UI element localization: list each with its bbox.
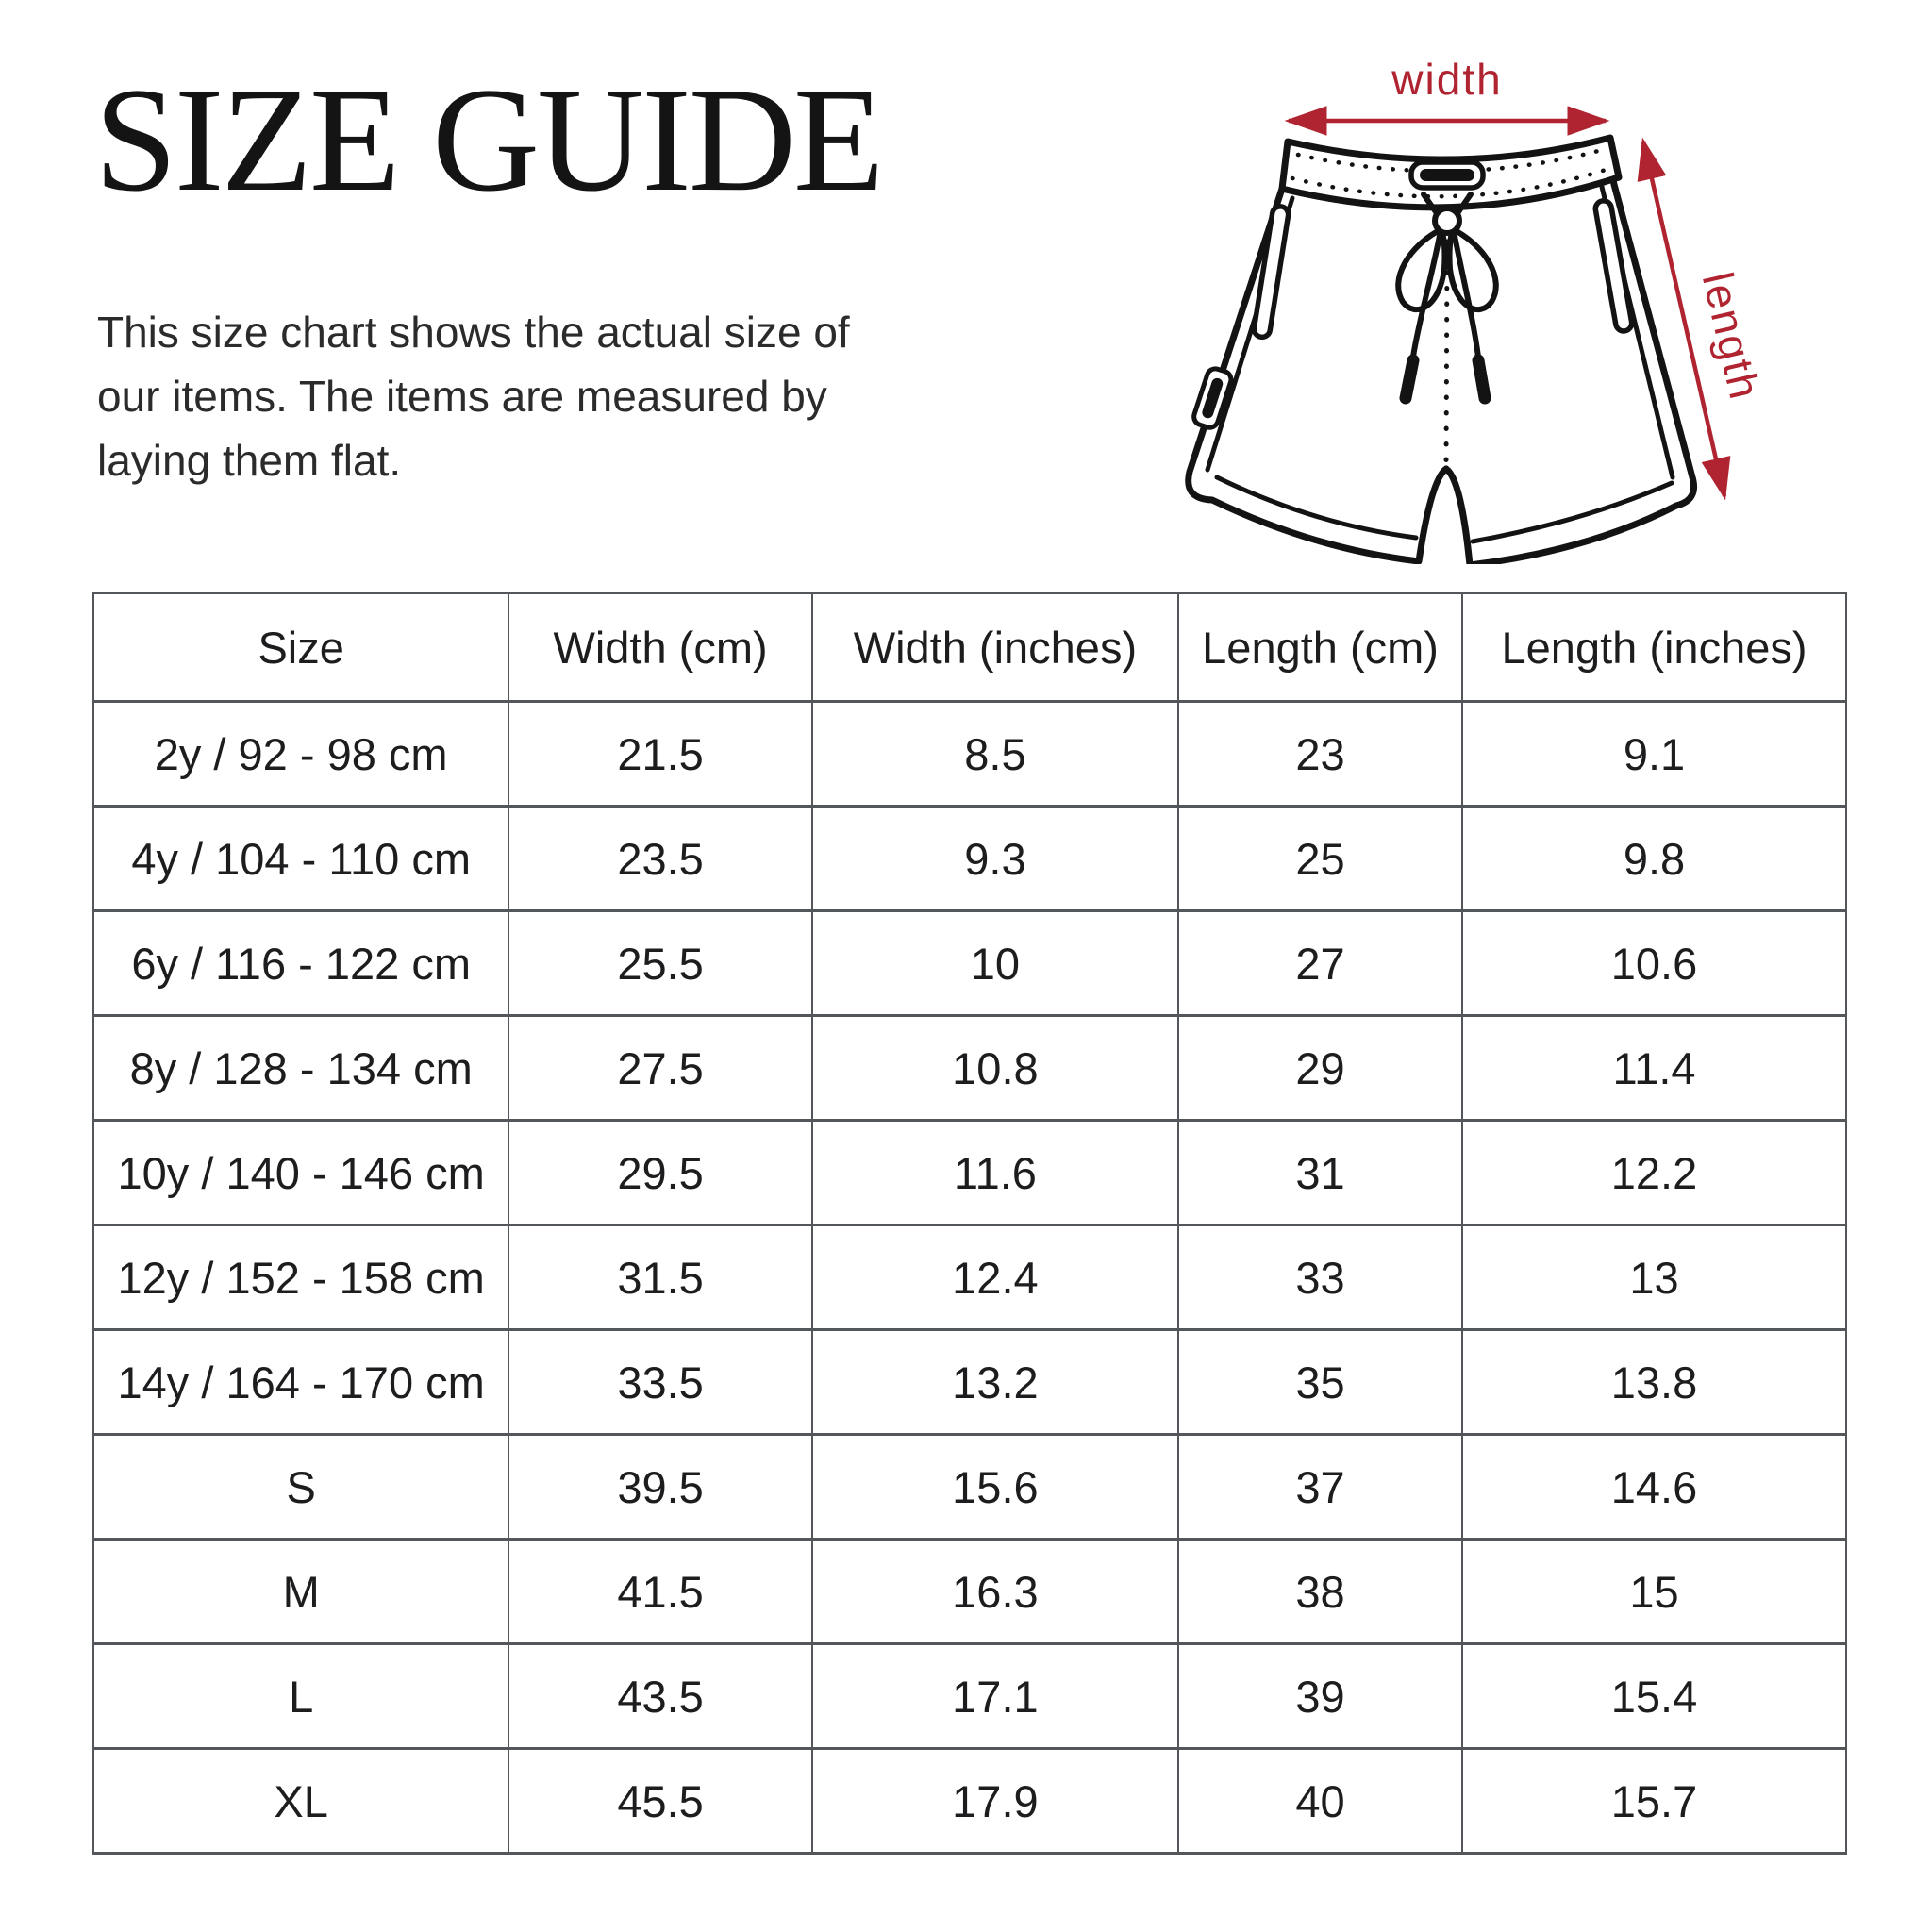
table-cell-length-inches: 11.4	[1462, 1016, 1846, 1121]
table-cell-size: 4y / 104 - 110 cm	[93, 807, 508, 911]
table-row	[93, 1540, 1846, 1644]
table-row	[93, 702, 1846, 807]
table-cell-width-inches: 17.9	[812, 1749, 1178, 1854]
table-cell-width-inches: 12.4	[812, 1225, 1178, 1330]
table-cell-length-cm: 23	[1178, 702, 1462, 807]
table-cell-size: 6y / 116 - 122 cm	[93, 911, 508, 1016]
table-cell-width-cm: 23.5	[508, 807, 811, 911]
table-cell-length-cm: 39	[1178, 1644, 1462, 1749]
table-cell-width-inches: 11.6	[812, 1121, 1178, 1225]
table-cell-length-cm: 25	[1178, 807, 1462, 911]
table-cell-length-cm: 40	[1178, 1749, 1462, 1854]
table-cell-size: 10y / 140 - 146 cm	[93, 1121, 508, 1225]
table-row	[93, 807, 1846, 911]
table-cell-length-inches: 9.1	[1462, 702, 1846, 807]
page-description: This size chart shows the actual size of our items. The items are measured by laying them flat.	[97, 308, 850, 485]
table-cell-length-inches: 9.8	[1462, 807, 1846, 911]
table-row	[93, 1435, 1846, 1540]
table-cell-size: 8y / 128 - 134 cm	[93, 1016, 508, 1121]
table-row	[93, 1121, 1846, 1225]
header-row	[93, 593, 1846, 702]
table-cell-length-cm: 29	[1178, 1016, 1462, 1121]
column-header-size: Size	[93, 593, 508, 702]
table-cell-width-cm: 41.5	[508, 1540, 811, 1644]
table-row	[93, 1644, 1846, 1749]
table-cell-size: 12y / 152 - 158 cm	[93, 1225, 508, 1330]
table-cell-length-cm: 27	[1178, 911, 1462, 1016]
table-cell-width-cm: 39.5	[508, 1435, 811, 1540]
table-cell-size: XL	[93, 1749, 508, 1854]
table-cell-size: L	[93, 1644, 508, 1749]
table-cell-width-cm: 25.5	[508, 911, 811, 1016]
table-row	[93, 1749, 1846, 1854]
shorts-illustration	[1158, 36, 1781, 564]
table-cell-size: S	[93, 1435, 508, 1540]
table-cell-size: 14y / 164 - 170 cm	[93, 1330, 508, 1435]
column-header-width-cm: Width (cm)	[508, 593, 811, 702]
table-cell-length-inches: 15.7	[1462, 1749, 1846, 1854]
table-cell-width-inches: 10	[812, 911, 1178, 1016]
table-cell-length-cm: 31	[1178, 1121, 1462, 1225]
table-cell-length-inches: 10.6	[1462, 911, 1846, 1016]
page-title: SIZE GUIDE	[94, 58, 882, 223]
table-cell-width-cm: 21.5	[508, 702, 811, 807]
shorts-drawing	[1189, 138, 1694, 564]
size-table	[92, 592, 1847, 1855]
table-cell-length-inches: 15	[1462, 1540, 1846, 1644]
table-cell-width-inches: 8.5	[812, 702, 1178, 807]
length-arrow-label: length	[1692, 267, 1771, 406]
width-arrow-label: width	[1391, 55, 1503, 104]
table-cell-width-inches: 15.6	[812, 1435, 1178, 1540]
table-row	[93, 1330, 1846, 1435]
table-cell-length-inches: 14.6	[1462, 1435, 1846, 1540]
column-header-length-inches: Length (inches)	[1462, 593, 1846, 702]
table-cell-width-inches: 16.3	[812, 1540, 1178, 1644]
table-cell-width-cm: 27.5	[508, 1016, 811, 1121]
table-cell-size: M	[93, 1540, 508, 1644]
table-row	[93, 1225, 1846, 1330]
table-cell-width-cm: 33.5	[508, 1330, 811, 1435]
waistband-tab	[1411, 162, 1483, 188]
table-cell-length-inches: 13	[1462, 1225, 1846, 1330]
table-cell-width-inches: 13.2	[812, 1330, 1178, 1435]
table-cell-length-cm: 38	[1178, 1540, 1462, 1644]
table-cell-width-inches: 9.3	[812, 807, 1178, 911]
table-row	[93, 1016, 1846, 1121]
table-cell-length-cm: 35	[1178, 1330, 1462, 1435]
table-cell-length-cm: 33	[1178, 1225, 1462, 1330]
table-cell-size: 2y / 92 - 98 cm	[93, 702, 508, 807]
table-cell-length-inches: 12.2	[1462, 1121, 1846, 1225]
table-cell-length-inches: 15.4	[1462, 1644, 1846, 1749]
table-cell-length-inches: 13.8	[1462, 1330, 1846, 1435]
table-cell-width-cm: 31.5	[508, 1225, 811, 1330]
table-cell-width-cm: 43.5	[508, 1644, 811, 1749]
table-cell-length-cm: 37	[1178, 1435, 1462, 1540]
column-header-width-inches: Width (inches)	[812, 593, 1178, 702]
table-cell-width-inches: 17.1	[812, 1644, 1178, 1749]
table-row	[93, 911, 1846, 1016]
table-cell-width-cm: 29.5	[508, 1121, 811, 1225]
table-cell-width-cm: 45.5	[508, 1749, 811, 1854]
table-cell-width-inches: 10.8	[812, 1016, 1178, 1121]
column-header-length-cm: Length (cm)	[1178, 593, 1462, 702]
